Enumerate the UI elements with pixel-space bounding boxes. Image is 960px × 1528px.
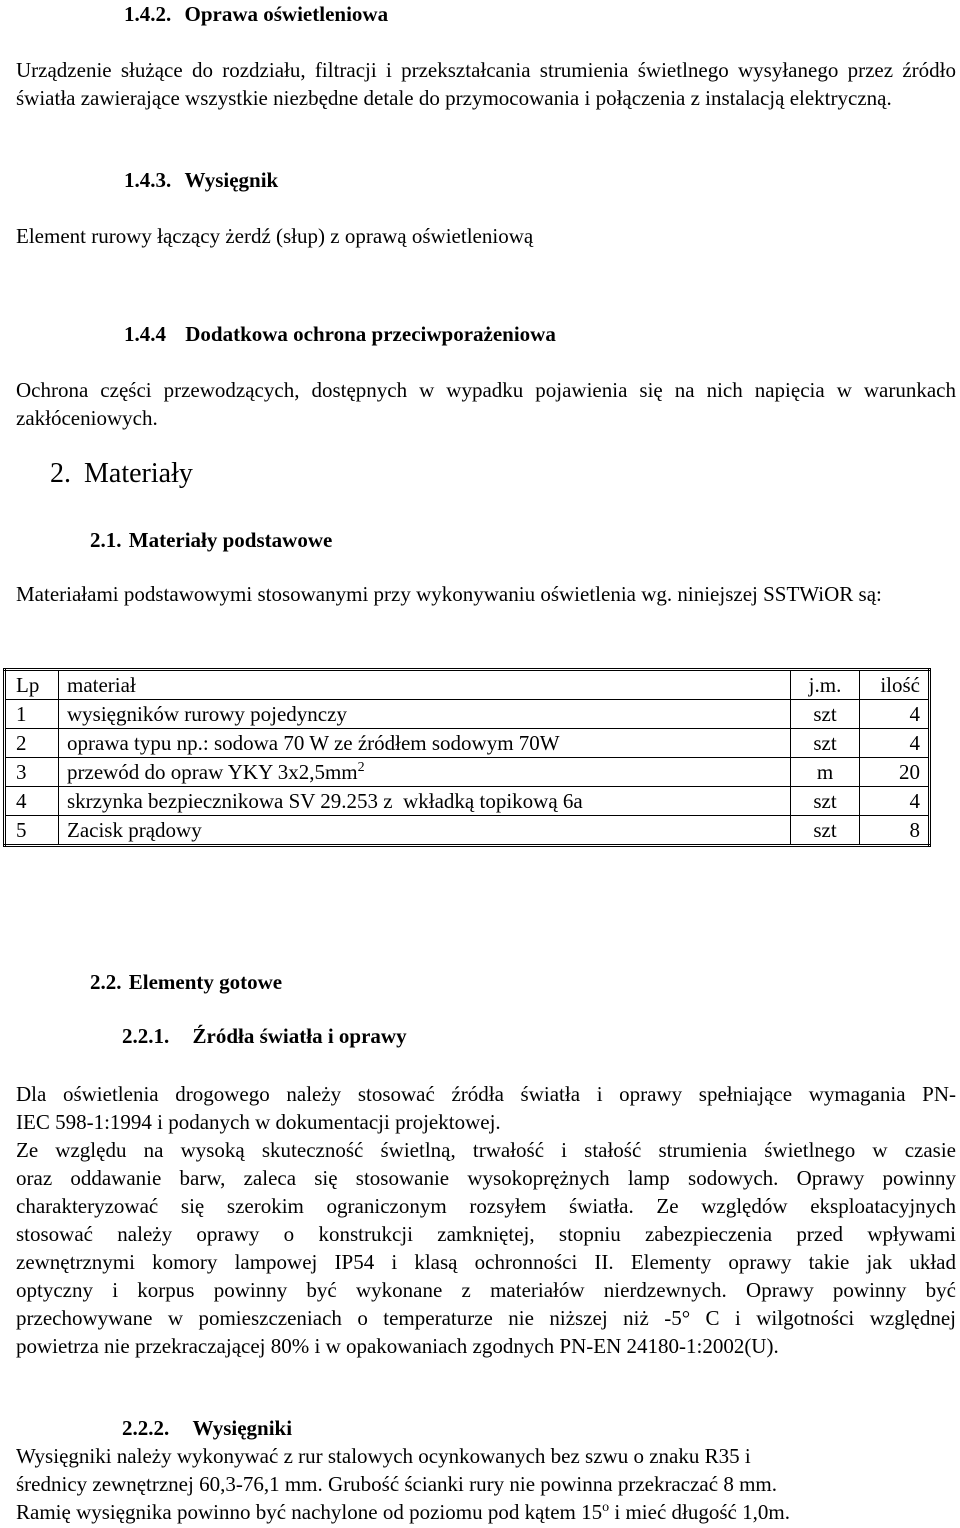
text-line: Ze względu na wysoką skuteczność świetlną, trwałość i stałość strumienia świetlnego w czasie — [16, 1138, 956, 1162]
section-title: Elementy gotowe — [128, 970, 283, 994]
cell-lp: 5 — [5, 816, 59, 846]
cell-lp: 1 — [5, 700, 59, 729]
table-row — [5, 758, 930, 787]
header-unit: j.m. — [791, 670, 860, 700]
text-span: i mieć długość 1,0m. — [609, 1500, 790, 1524]
cell-quantity: 4 — [860, 729, 930, 758]
table-row — [5, 816, 930, 846]
text-line: powietrza nie przekraczającej 80% i w opakowaniach zgodnych PN-EN 24180-1:2002(U). — [16, 1334, 779, 1358]
text-line — [16, 1498, 956, 1526]
text-line: średnicy zewnętrznej 60,3-76,1 mm. Grubość ścianki rury nie powinna przekraczać 8 mm. — [16, 1472, 777, 1496]
cell-lp: 3 — [5, 758, 59, 787]
cell-unit: szt — [791, 816, 860, 846]
cell-material: wysięgników rurowy pojedynczy — [59, 700, 791, 729]
text-line: przechowywane w pomieszczeniach o temperaturze nie niższej niż -5° C i wilgotności względnej — [16, 1306, 956, 1330]
section-heading-1-4-2 — [124, 2, 388, 27]
material-text: przewód do opraw YKY 3x2,5mm — [67, 760, 358, 784]
section-heading-2-2 — [90, 970, 282, 995]
section-heading-1-4-3 — [124, 168, 278, 193]
cell-quantity: 8 — [860, 816, 930, 846]
header-material: materiał — [59, 670, 791, 700]
cell-quantity: 4 — [860, 700, 930, 729]
text-line: zewnętrznymi komory lampowej IP54 i klasą ochronności II. Elementy oprawy takie jak układ — [16, 1250, 956, 1274]
header-quantity: ilość — [860, 670, 930, 700]
paragraph-1-4-3: Element rurowy łączący żerdź (słup) z oprawą oświetleniową — [16, 224, 534, 248]
materials-table — [3, 668, 931, 847]
section-number: 1.4.4 — [124, 322, 166, 346]
cell-quantity: 4 — [860, 787, 930, 816]
header-lp: Lp — [5, 670, 59, 700]
cell-quantity: 20 — [860, 758, 930, 787]
text-line: oraz oddawanie barw, zaleca się stosowanie wysokoprężnych lamp sodowych. Oprawy powinny — [16, 1166, 956, 1190]
section-title: Wysięgniki — [192, 1416, 293, 1440]
cell-material: Zacisk prądowy — [59, 816, 791, 846]
text-span: Ramię wysięgnika powinno być nachylone od poziomu pod kątem 15 — [16, 1500, 603, 1524]
cell-material: oprawa typu np.: sodowa 70 W ze źródłem sodowym 70W — [59, 729, 791, 758]
section-heading-2-2-2 — [122, 1416, 292, 1441]
section-title: Materiały podstawowe — [128, 528, 333, 552]
section-number: 2.2.1. — [122, 1024, 170, 1048]
section-number: 2.2. — [90, 970, 122, 994]
table-row — [5, 787, 930, 816]
cell-material: skrzynka bezpiecznikowa SV 29.253 z wkładką topikową 6a — [59, 787, 791, 816]
section-number: 2.2.2. — [122, 1416, 170, 1440]
section-heading-2-1 — [90, 528, 332, 553]
cell-unit: szt — [791, 700, 860, 729]
paragraph-1-4-4: Ochrona części przewodzących, dostępnych w wypadku pojawienia się na nich napięcia w warunkach zakłóceniowych. — [16, 378, 956, 430]
text-line: IEC 598-1:1994 i podanych w dokumentacji projektowej. — [16, 1110, 501, 1134]
chapter-heading-2 — [50, 458, 193, 490]
paragraph-2-2-1 — [16, 1080, 956, 1360]
paragraph-2-2-2 — [16, 1442, 956, 1526]
section-heading-2-2-1 — [122, 1024, 407, 1049]
chapter-title: Materiały — [84, 458, 193, 489]
section-heading-1-4-4 — [124, 322, 556, 347]
section-title: Wysięgnik — [184, 168, 279, 192]
text-line: Wysięgniki należy wykonywać z rur stalowych ocynkowanych bez szwu o znaku R35 i — [16, 1444, 751, 1468]
table-header-row — [5, 670, 930, 700]
cell-unit: szt — [791, 787, 860, 816]
section-number: 1.4.2. — [124, 2, 172, 26]
section-title: Dodatkowa ochrona przeciwporażeniowa — [185, 322, 556, 346]
paragraph-1-4-2: Urządzenie służące do rozdziału, filtracji i przekształcania strumienia świetlnego wysyłanego przez źródło światła zawierające wszystkie niezbędne detale do przymocowania i połączenia z instalacją elektryczną. — [16, 58, 956, 110]
cell-lp: 2 — [5, 729, 59, 758]
cell-lp: 4 — [5, 787, 59, 816]
section-number: 2.1. — [90, 528, 122, 552]
superscript: 2 — [357, 760, 365, 775]
section-title: Źródła światła i oprawy — [192, 1024, 407, 1048]
text-line: optyczny i korpus powinny być wykonane z materiałów nierdzewnych. Oprawy powinny być — [16, 1278, 956, 1302]
section-number: 1.4.3. — [124, 168, 172, 192]
cell-unit: szt — [791, 729, 860, 758]
cell-unit: m — [791, 758, 860, 787]
chapter-number: 2. — [50, 458, 71, 489]
text-line: stosować należy oprawy o konstrukcji zamkniętej, stopniu zabezpieczenia przed wpływami — [16, 1222, 956, 1246]
text-line: Dla oświetlenia drogowego należy stosować źródła światła i oprawy spełniające wymagania PN- — [16, 1082, 956, 1106]
cell-material — [59, 758, 791, 787]
section-title: Oprawa oświetleniowa — [184, 2, 389, 26]
degree-superscript: o — [602, 1500, 610, 1515]
table-row — [5, 729, 930, 758]
paragraph-2-1: Materiałami podstawowymi stosowanymi przy wykonywaniu oświetlenia wg. niniejszej SSTWiOR są: — [16, 582, 882, 606]
table-row — [5, 700, 930, 729]
text-line: charakteryzować się szerokim ograniczonym rozsyłem światła. Ze względów eksploatacyjnych — [16, 1194, 956, 1218]
